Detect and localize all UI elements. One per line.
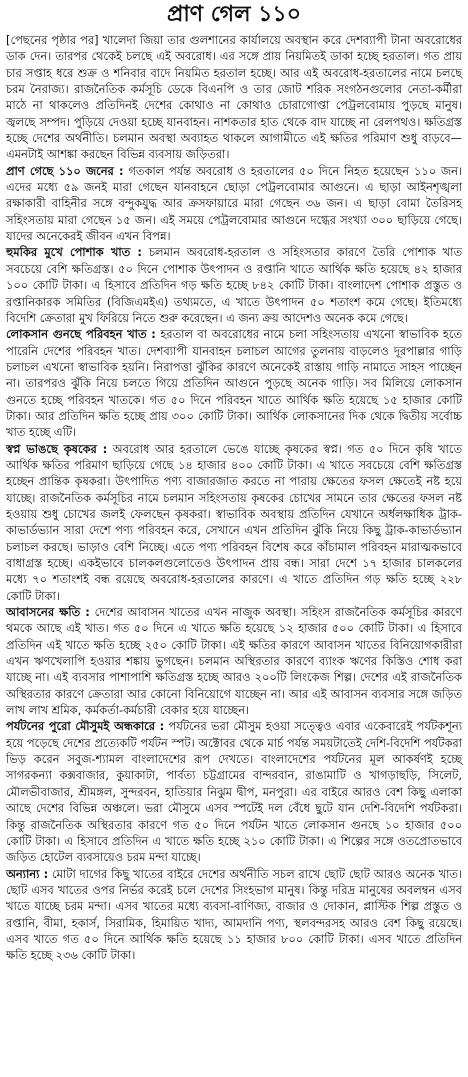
article-body bbox=[6, 32, 462, 964]
subheading-housing: আবাসনের ক্ষতি : bbox=[6, 605, 90, 620]
paragraph-intro bbox=[6, 32, 462, 163]
paragraph-text: মোটা দাগের কিছু খাতের বাইরে দেশের অর্থনীতি সচল রাখে ছোট ছোট আরও অনেক খাত। ছোট এসব খাতের ওপর নির্ভর করেই চলে দেশের সিংহভাগ মানুষ। কিন্তু দরিদ্র মানুষের অবলম্বন এসব খাতে যাচ্ছে চরম মন্দা। এসব খাতের মধ্যে ব্যবসা-বাণিজ্য, বাজার ও দোকান, প্লাস্টিক শিল্প প্রস্তুত ও রপ্তানি, বীমা, হকার্স, সিরামিক, হিমায়িত খাদ্য, আমদানি পণ্য, স্থলবন্দরসহ আরও বেশ কিছু রয়েছে। এসব খাতে গত ৫০ দিনে আর্থিক ক্ষতি হয়েছে ১১ হাজার ৮০০ কোটি টাকা। এসব খাতে প্রতিদিন ক্ষতি হচ্ছে ২৩৬ কোটি টাকা। bbox=[6, 866, 462, 963]
paragraph-garments bbox=[6, 244, 462, 326]
paragraph-deaths bbox=[6, 163, 462, 245]
paragraph-text: দেশের আবাসন খাতের এখন নাজুক অবস্থা। সহিংস রাজনৈতিক কর্মসূচির কারণে থমকে আছে এই খাত। গত ৫০ দিনে এ খাতে ক্ষতি হয়েছে ১২ হাজার ৫০০ কোটি টাকা। এ হিসাবে প্রতিদিন এই খাতে ক্ষতি হচ্ছে ২৫০ কোটি টাকা। এই ক্ষতির কারণে আবাসন খাতের বিনিয়োগকারীরা এখন ঋণখেলাপি হওয়ার শঙ্কায় ভুগছেন। চলমান অস্থিরতার কারণে ব্যাংক ঋণের কিস্তিও শোধ করা যাচ্ছে না। এই ব্যবসার পাশাপাশি ক্ষতিগ্রস্ত হচ্ছে আরও ২০০টি লিংকেজ শিল্প। দেশের এই রাজনৈতিক অস্থিরতার কারণে ক্রেতারা আর কোনো বিনিয়োগে যাচ্ছেন না। আর এই আবাসন ব্যবসার সঙ্গে জড়িত লাখ লাখ শ্রমিক, কর্মকর্তা-কর্মচারী বেকার হয়ে যাচ্ছেন। bbox=[6, 605, 462, 718]
paragraph-text: গতকাল পর্যন্ত অবরোধ ও হরতালের ৫০ দিনে নিহত হয়েছেন ১১০ জন। এদের মধ্যে ৫৯ জনই মারা গেছেন যানবাহনে ছোড়া পেট্রলবোমার আগুনে। এ ছাড়া আইনশৃঙ্খলা রক্ষাকারী বাহিনীর সঙ্গে বন্দুকযুদ্ধ আর ক্রসফায়ারে মারা গেছেন ৩৬ জন। এ ছাড়া বোমা তৈরিসহ সহিংসতায় মারা গেছেন ১৫ জন। এই সময়ে পেট্রলবোমার আগুনে দগ্ধের সংখ্যা ৩০০ ছাড়িয়ে গেছে। যাদের অনেকেরই জীবন এখন বিপন্ন। bbox=[6, 163, 462, 244]
paragraph-transport bbox=[6, 326, 462, 440]
headline: প্রাণ গেল ১১০ bbox=[166, 2, 301, 27]
paragraph-text: চলমান অবরোধ-হরতাল ও সহিংসতার কারণে তৈরি পোশাক খাত সবচেয়ে বেশি ক্ষতিগ্রস্ত। ৫০ দিনে পোশাক উৎপাদন ও রপ্তানি খাতে আর্থিক ক্ষতি হয়েছে ৪২ হাজার ১০০ কোটি টাকা। এ হিসাবে প্রতিদিন গড় ক্ষতি হচ্ছে ৮৪২ কোটি টাকা। বাংলাদেশ পোশাক প্রস্তুত ও রপ্তানিকারক সমিতির (বিজিএমইএ) তথ্যমতে, এ খাতে উৎপাদন ৫০ শতাংশ কমে গেছে। ইতিমধ্যে বিদেশি ক্রেতারা মুখ ফিরিয়ে নিতে শুরু করেছেন। এ জন্য ক্রয় আদেশও অনেক কমে গেছে। bbox=[6, 245, 462, 325]
subheading-deaths: প্রাণ গেছে ১১০ জনের : bbox=[6, 163, 124, 178]
subheading-others: অন্যান্য : bbox=[6, 866, 49, 881]
paragraph-tourism bbox=[6, 718, 462, 865]
subheading-farmers: স্বপ্ন ভাঙছে কৃষকের : bbox=[6, 441, 108, 456]
paragraph-others bbox=[6, 866, 462, 964]
paragraph-text: হরতাল বা অবরোধের নামে চলা সহিংসতায় এখনো স্বাভাবিক হতে পারেনি দেশের পরিবহন খাত। দেশব্যাপী যানবাহন চলাচল আগের তুলনায় বাড়লেও দূরপাল্লার গাড়ি চলাচল এখনো স্বাভাবিক হয়নি। নিরাপত্তা ঝুঁকির কারণে অনেকেই রাস্তায় গাড়ি নামাতে সাহস পাচ্ছেন না। তারপরও ঝুঁকি নিয়ে চলতে গিয়ে প্রতিদিন আগুনে পুড়ছে অনেক গাড়ি। সব মিলিয়ে লোকসান গুনতে হচ্ছে পরিবহন খাতকে। গত ৫০ দিনে পরিবহন খাতে আর্থিক ক্ষতি হয়েছে ১৫ হাজার কোটি টাকা। আর প্রতিদিন ক্ষতি হচ্ছে প্রায় ৩০০ কোটি টাকা। আর্থিক লোকসানের দিক থেকে দ্বিতীয় সর্বোচ্চ খাত হচ্ছে এটি। bbox=[6, 327, 462, 440]
continuation-marker: [পেছনের পৃষ্ঠার পর] bbox=[6, 33, 99, 47]
subheading-garments: হুমকির মুখে পোশাক খাত : bbox=[6, 245, 142, 260]
paragraph-text: খালেদা জিয়া তার গুলশানের কার্যালয়ে অবস্থান করে দেশব্যাপী টানা অবরোধের ডাক দেন। তারপর থেকেই চলছে এই অবরোধ। এর সঙ্গে প্রায় নিয়মিতই ডাকা হচ্ছে হরতাল। গত প্রায় চার সপ্তাহ ধরে শুক্র ও শনিবার বাদে নিয়মিত হরতাল হচ্ছে। আর এই অবরোধ-হরতালের নামে চলছে চরম নৈরাজ্য। রাজনৈতিক কর্মসূচি ডেকে বিএনপি ও তার জোট শরিক সংগঠনগুলোর নেতা-কর্মীরা মাঠে না থাকলেও প্রতিদিনই দেশের কোথাও না কোথাও চোরাগোপ্তা পেট্রলবোমায় পুড়ছে মানুষ। জ্বলছে সম্পদ। পুড়িয়ে দেওয়া হচ্ছে যানবাহন। নাশকতার হাত থেকে বাদ যাচ্ছে না রেলপথও। ক্ষতিগ্রস্ত হচ্ছে দেশের অর্থনীতি। চলমান অবস্থা অব্যাহত থাকলে আগামীতে এই ক্ষতির পরিমাণ শুধু বাড়বে— এমনটাই আশঙ্কা করছেন বিভিন্ন ব্যবসায় জড়িতরা। bbox=[6, 33, 463, 162]
paragraph-text: অবরোধ আর হরতালে ভেঙে যাচ্ছে কৃষকের স্বপ্ন। গত ৫০ দিনে কৃষি খাতে আর্থিক ক্ষতির পরিমাণ ছাড়িয়ে গেছে ১৪ হাজার ৪০০ কোটি টাকা। এ খাতে সবচেয়ে বেশি ক্ষতিগ্রস্ত হচ্ছেন প্রান্তিক কৃষকরা। উৎপাদিত পণ্য বাজারজাত করতে না পারায় ক্ষেতের ফসল ক্ষেতেই নষ্ট হয়ে যাচ্ছে। রাজনৈতিক কর্মসূচির নামে চলমান সহিংসতায় কৃষকের চোখের সামনে তার ক্ষেতের ফসল নষ্ট হওয়ায় শুধু চোখের জলই ফেলছেন কৃষকরা। স্বাভাবিক অবস্থায় প্রতিদিন যেখানে অর্ধলক্ষাধিক ট্রাক-কাভার্ডভ্যান সারা দেশে পণ্য পরিবহন করে, সেখানে এখন প্রতিদিন ঝুঁকি নিয়ে কিছু ট্রাক-কাভার্ডভ্যান চলাচল করছে। ভাড়াও বেশি নিচ্ছে। এতে পণ্য পরিবহন বিশেষ করে কাঁচামাল পরিবহন মারাত্মকভাবে বাধাগ্রস্ত হচ্ছে। একইভাবে চালকলগুলোতেও উৎপাদন প্রায় বন্ধ। সারা দেশে ১৭ হাজার চালকলের মধ্যে ৭০ শতাংশই বন্ধ রয়েছে অবরোধ-হরতালের কারণে। এ খাতে প্রতিদিন গড় ক্ষতি হচ্ছে ২২৮ কোটি টাকা। bbox=[6, 441, 462, 603]
paragraph-housing bbox=[6, 604, 462, 718]
subheading-tourism: পর্যটনের পুরো মৌসুমই অন্ধকারে : bbox=[6, 719, 165, 734]
subheading-transport: লোকসান গুনছে পরিবহন খাত : bbox=[6, 327, 156, 342]
paragraph-farmers bbox=[6, 441, 462, 604]
paragraph-text: পর্যটনের ভরা মৌসুম হওয়া সত্ত্বেও এবার একেবারেই পর্যটকশূন্য হয়ে পড়েছে দেশের প্রত্যেকটি পর্যটন স্পট। অক্টোবর থেকে মার্চ পর্যন্ত সময়টাতেই দেশি-বিদেশি পর্যটকরা ভিড় করেন সবুজ-শ্যামল বাংলাদেশের রূপ দেখতে। বাংলাদেশের পর্যটনের মূল আকর্ষণই হচ্ছে সাগরকন্যা কক্সবাজার, কুয়াকাটা, পার্বত্য চট্টগ্রামের বান্দরবান, রাঙামাটি ও খাগড়াছড়ি, সিলেট, মৌলভীবাজার, শ্রীমঙ্গল, সুন্দরবন, হাতিয়ার নিঝুম দ্বীপ, মনপুরা। এর বাইরে আরও বেশ কিছু এলাকা আছে দেশের বিভিন্ন অঞ্চলে। ভরা মৌসুমে এসব স্পটেই দল বেঁধে ছুটে যান দেশি-বিদেশি পর্যটকরা। কিন্তু রাজনৈতিক অস্থিরতার কারণে গত ৫০ দিনে পর্যটন খাতে লোকসান গুনছে ১০ হাজার ৫০০ কোটি টাকা। এ হিসাবে প্রতিদিন এ খাতে ক্ষতি হচ্ছে ২১০ কোটি টাকা। এ শিল্পের সঙ্গে ওতপ্রোতভাবে জড়িত হোটেল ব্যবসায়েও চরম মন্দা যাচ্ছে। bbox=[6, 719, 462, 865]
